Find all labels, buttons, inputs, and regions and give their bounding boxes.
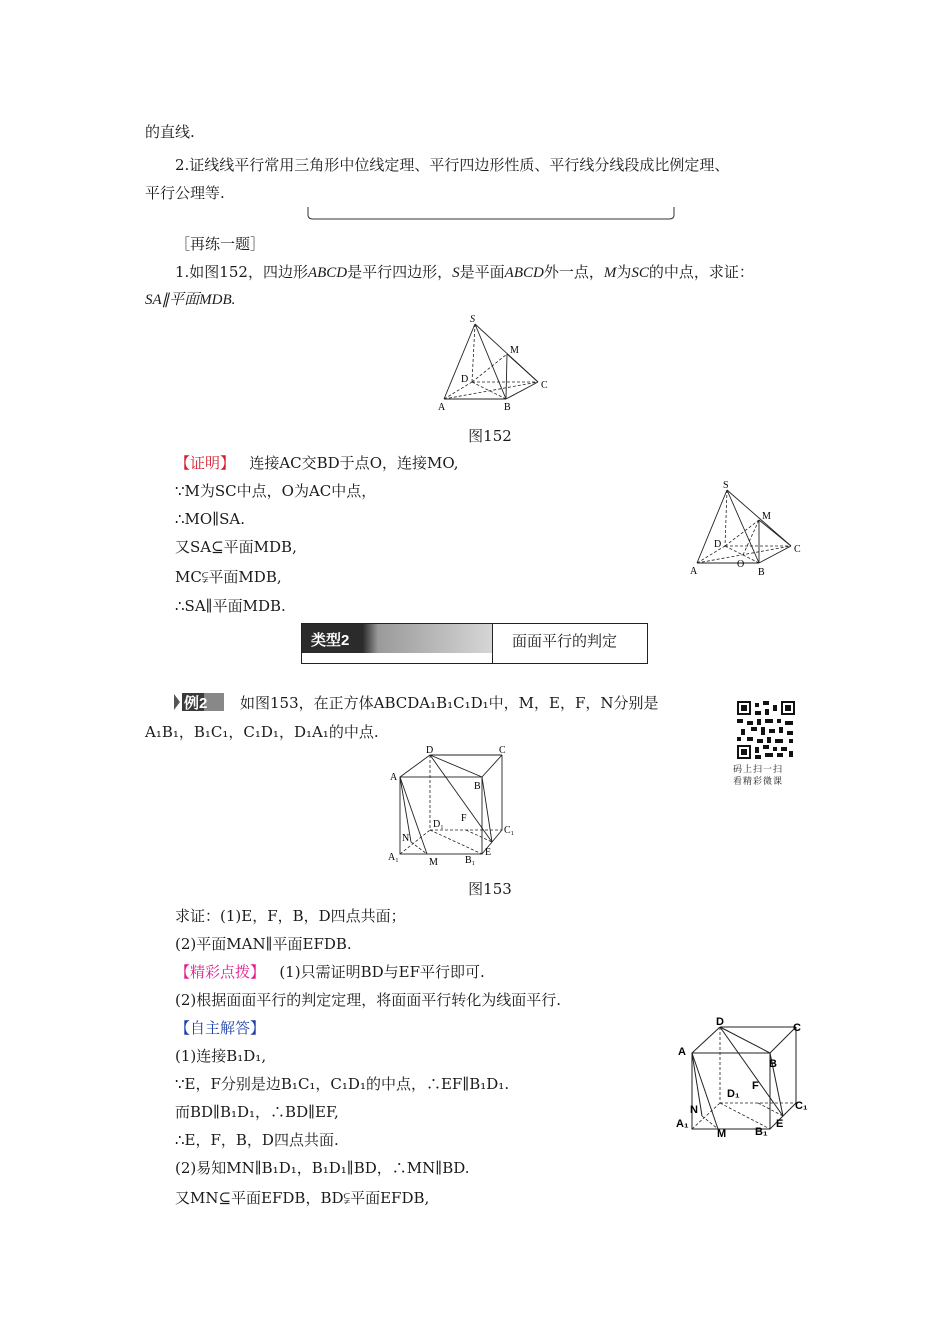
figure-proof-pyramid bbox=[685, 478, 810, 578]
figure-152-pyramid bbox=[430, 312, 560, 417]
solution-line-2: ∵E，F分别是边B₁C₁，C₁D₁的中点，∴EF∥B₁D₁. bbox=[175, 1075, 510, 1093]
solution-line-5: (2)易知MN∥B₁D₁，B₁D₁∥BD，∴MN∥BD. bbox=[175, 1159, 470, 1177]
label-M: M bbox=[510, 345, 519, 356]
label-B: B bbox=[474, 781, 481, 792]
example-line-2: A₁B₁，B₁C₁，C₁D₁，D₁A₁的中点. bbox=[145, 723, 379, 741]
solution-line-4: ∴E，F，B，D四点共面. bbox=[175, 1131, 339, 1149]
label-C1: C₁ bbox=[504, 825, 515, 836]
label-O: O bbox=[737, 559, 745, 570]
label-M: M bbox=[762, 511, 771, 522]
label-F: F bbox=[752, 1080, 759, 1092]
bracket-divider bbox=[305, 205, 677, 223]
practice-heading: ［再练一题］ bbox=[175, 235, 266, 253]
label-B: B bbox=[758, 567, 765, 578]
hint-line-1: 【精彩点拨】 (1)只需证明BD与EF平行即可. bbox=[175, 963, 485, 981]
figure-solution-cube bbox=[672, 1015, 812, 1140]
label-A: A bbox=[690, 566, 698, 577]
solution-line-6: 又MN⊆平面EFDB，BD⫋平面EFDB, bbox=[175, 1189, 430, 1207]
label-D1: D₁ bbox=[727, 1088, 740, 1100]
proof-line-1: 【证明】 连接AC交BD于点O，连接MO, bbox=[175, 454, 459, 472]
type-divider bbox=[492, 624, 493, 663]
label-D: D bbox=[716, 1016, 724, 1028]
label-M: M bbox=[717, 1128, 727, 1140]
hint-line-2: (2)根据面面平行的判定定理，将面面平行转化为线面平行. bbox=[175, 991, 562, 1009]
label-B1: B₁ bbox=[465, 855, 476, 866]
figure-152-caption: 图152 bbox=[468, 427, 512, 445]
example-line-1: 如图153，在正方体ABCDA₁B₁C₁D₁中，M，E，F，N分别是 bbox=[240, 694, 659, 712]
proof-line-6: ∴SA∥平面MDB. bbox=[175, 597, 286, 615]
example-label: 例2 bbox=[184, 695, 208, 712]
figure-153-cube bbox=[385, 745, 520, 870]
proof-line-3: ∴MO∥SA. bbox=[175, 510, 246, 528]
question-2: (2)平面MAN∥平面EFDB. bbox=[175, 935, 352, 953]
qr-caption-2: 看精彩微课 bbox=[733, 777, 784, 787]
label-B: B bbox=[769, 1058, 777, 1070]
label-A: A bbox=[438, 402, 446, 413]
figure-153-caption: 图153 bbox=[468, 880, 512, 898]
label-D: D bbox=[461, 374, 469, 385]
qr-caption-1: 码上扫一扫 bbox=[733, 765, 784, 775]
label-D: D bbox=[714, 539, 722, 550]
qr-code-icon[interactable] bbox=[737, 701, 795, 759]
label-N: N bbox=[690, 1104, 698, 1116]
problem-1-line-2: SA∥平面MDB. bbox=[145, 292, 236, 308]
label-N: N bbox=[402, 833, 410, 844]
type-title: 面面平行的判定 bbox=[512, 632, 618, 650]
problem-1-line-1: 1.如图152，四边形ABCD是平行四边形，S是平面ABCD外一点，M为SC的中点，求证： bbox=[175, 263, 754, 281]
text-line: 的直线. bbox=[145, 123, 195, 141]
text-line: 2.证线线平行常用三角形中位线定理、平行四边形性质、平行线分线段成比例定理、 bbox=[175, 156, 730, 174]
label-E: E bbox=[485, 847, 492, 858]
label-C: C bbox=[541, 380, 548, 391]
label-A: A bbox=[390, 772, 398, 783]
proof-line-4: 又SA⊆平面MDB, bbox=[175, 538, 297, 556]
proof-line-2: ∵M为SC中点，O为AC中点， bbox=[175, 482, 377, 500]
hint-tag: 【精彩点拨】 bbox=[175, 963, 266, 981]
label-C1: C₁ bbox=[795, 1100, 808, 1112]
type-label: 类型2 bbox=[311, 632, 350, 649]
label-A: A bbox=[678, 1046, 686, 1058]
label-C: C bbox=[499, 745, 506, 756]
section-type-box bbox=[301, 623, 648, 664]
label-S: S bbox=[723, 480, 729, 491]
label-D: D bbox=[426, 745, 434, 756]
label-B: B bbox=[504, 402, 511, 413]
label-C: C bbox=[794, 544, 801, 555]
label-A1: A₁ bbox=[388, 852, 399, 863]
question-1: 求证：(1)E，F，B，D四点共面； bbox=[175, 907, 406, 925]
solution-line-3: 而BD∥B₁D₁，∴BD∥EF, bbox=[175, 1103, 339, 1121]
solution-line-1: (1)连接B₁D₁, bbox=[175, 1047, 267, 1065]
self-solution-tag: 【自主解答】 bbox=[175, 1019, 266, 1037]
label-A1: A₁ bbox=[676, 1118, 689, 1130]
proof-tag: 【证明】 bbox=[175, 454, 236, 472]
proof-line-5: MC⫋平面MDB, bbox=[175, 568, 282, 586]
text-line: 平行公理等. bbox=[145, 184, 225, 202]
label-S: S bbox=[470, 314, 475, 325]
label-B1: B₁ bbox=[755, 1126, 768, 1138]
label-E: E bbox=[776, 1118, 784, 1130]
label-D1: D₁ bbox=[433, 819, 444, 830]
label-M: M bbox=[429, 857, 438, 868]
label-F: F bbox=[461, 813, 467, 824]
label-C: C bbox=[793, 1022, 801, 1034]
